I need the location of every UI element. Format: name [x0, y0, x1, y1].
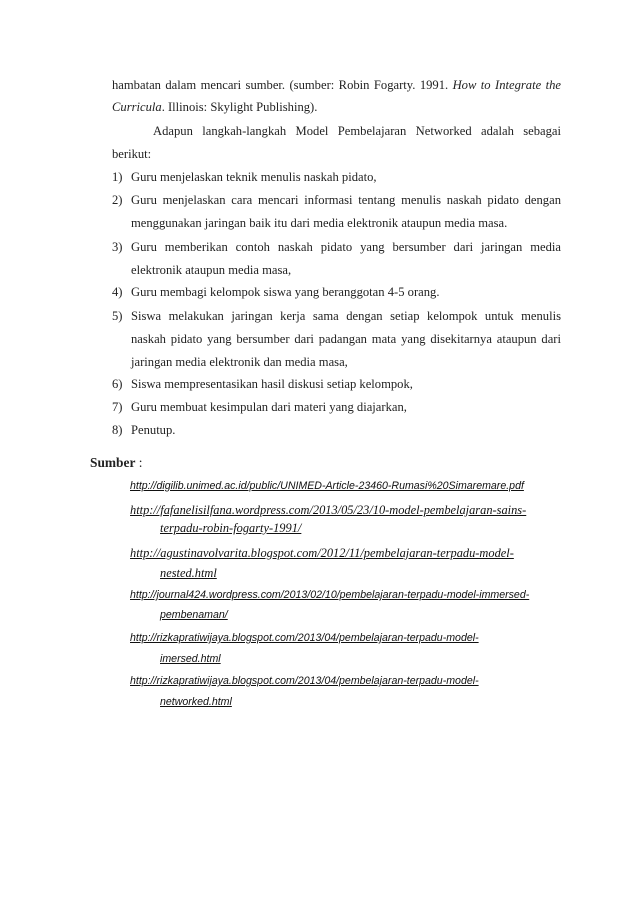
- source-link[interactable]: http://digilib.unimed.ac.id/public/UNIMED-Article-23460-Rumasi%20Simaremare.pdf: [130, 480, 524, 492]
- source-link[interactable]: http://rizkapratiwijaya.blogspot.com/2013/04/pembelajaran-terpadu-model-: [130, 632, 479, 644]
- source-link[interactable]: http://rizkapratiwijaya.blogspot.com/2013/04/pembelajaran-terpadu-model-: [130, 675, 479, 687]
- source-link-continued[interactable]: pembenaman/: [160, 609, 228, 621]
- step-text-continued: menggunakan jaringan baik itu dari media elektronik ataupun media masa.: [131, 216, 508, 230]
- source-link-continued[interactable]: imersed.html: [160, 653, 221, 665]
- step-text: Guru menjelaskan cara mencari informasi tentang menulis naskah pidato dengan: [131, 193, 561, 207]
- step-text: Siswa mempresentasikan hasil diskusi setiap kelompok,: [131, 377, 413, 391]
- step-text-continued: elektronik ataupun media masa,: [131, 263, 292, 277]
- sources-heading-label: Sumber: [90, 455, 136, 470]
- step-text: Guru memberikan contoh naskah pidato yang bersumber dari jaringan media: [131, 240, 561, 254]
- sources-heading-colon: :: [135, 455, 143, 470]
- intro-line-2-text: . Illinois: Skylight Publishing).: [161, 100, 318, 114]
- step-number: 6): [112, 377, 123, 391]
- step-number: 5): [112, 309, 123, 323]
- step-text: Siswa melakukan jaringan kerja sama dengan setiap kelompok untuk menulis: [131, 309, 561, 323]
- intro-line-1-text: hambatan dalam mencari sumber. (sumber: Robin Fogarty. 1991.: [112, 78, 449, 92]
- source-link[interactable]: http://agustinavolvarita.blogspot.com/2012/11/pembelajaran-terpadu-model-: [130, 546, 514, 560]
- intro-book-title-part-2: Curricula: [112, 100, 162, 114]
- step-text: Guru menjelaskan teknik menulis naskah pidato,: [131, 170, 377, 184]
- intro-book-title-part-1: How to Integrate the: [452, 78, 561, 92]
- intro-line-2: [112, 100, 317, 115]
- step-text-continued: jaringan media elektronik dan media masa,: [131, 355, 348, 369]
- sources-heading: [90, 455, 142, 471]
- step-number: 3): [112, 240, 123, 254]
- step-text: Guru membuat kesimpulan dari materi yang diajarkan,: [131, 400, 407, 414]
- source-link[interactable]: http://journal424.wordpress.com/2013/02/10/pembelajaran-terpadu-model-immersed-: [130, 589, 530, 601]
- step-number: 7): [112, 400, 123, 414]
- source-link-continued[interactable]: nested.html: [160, 566, 217, 580]
- intro-line-1: [112, 78, 561, 96]
- step-text: Guru membagi kelompok siswa yang beranggotan 4-5 orang.: [131, 285, 440, 299]
- source-link-continued[interactable]: terpadu-robin-fogarty-1991/: [160, 521, 302, 535]
- step-text-continued: naskah pidato yang bersumber dari padangan mata yang disekitarnya ataupun dari: [131, 332, 561, 346]
- source-link-continued[interactable]: networked.html: [160, 696, 232, 708]
- step-number: 1): [112, 170, 123, 184]
- steps-intro-line-2: berikut:: [112, 147, 152, 161]
- steps-intro-line-1: Adapun langkah-langkah Model Pembelajaran Networked adalah sebagai: [153, 124, 561, 138]
- source-link[interactable]: http://fafanelisilfana.wordpress.com/2013/05/23/10-model-pembelajaran-sains-: [130, 503, 527, 517]
- step-number: 8): [112, 423, 123, 437]
- step-text: Penutup.: [131, 423, 176, 437]
- step-number: 2): [112, 193, 123, 207]
- step-number: 4): [112, 285, 123, 299]
